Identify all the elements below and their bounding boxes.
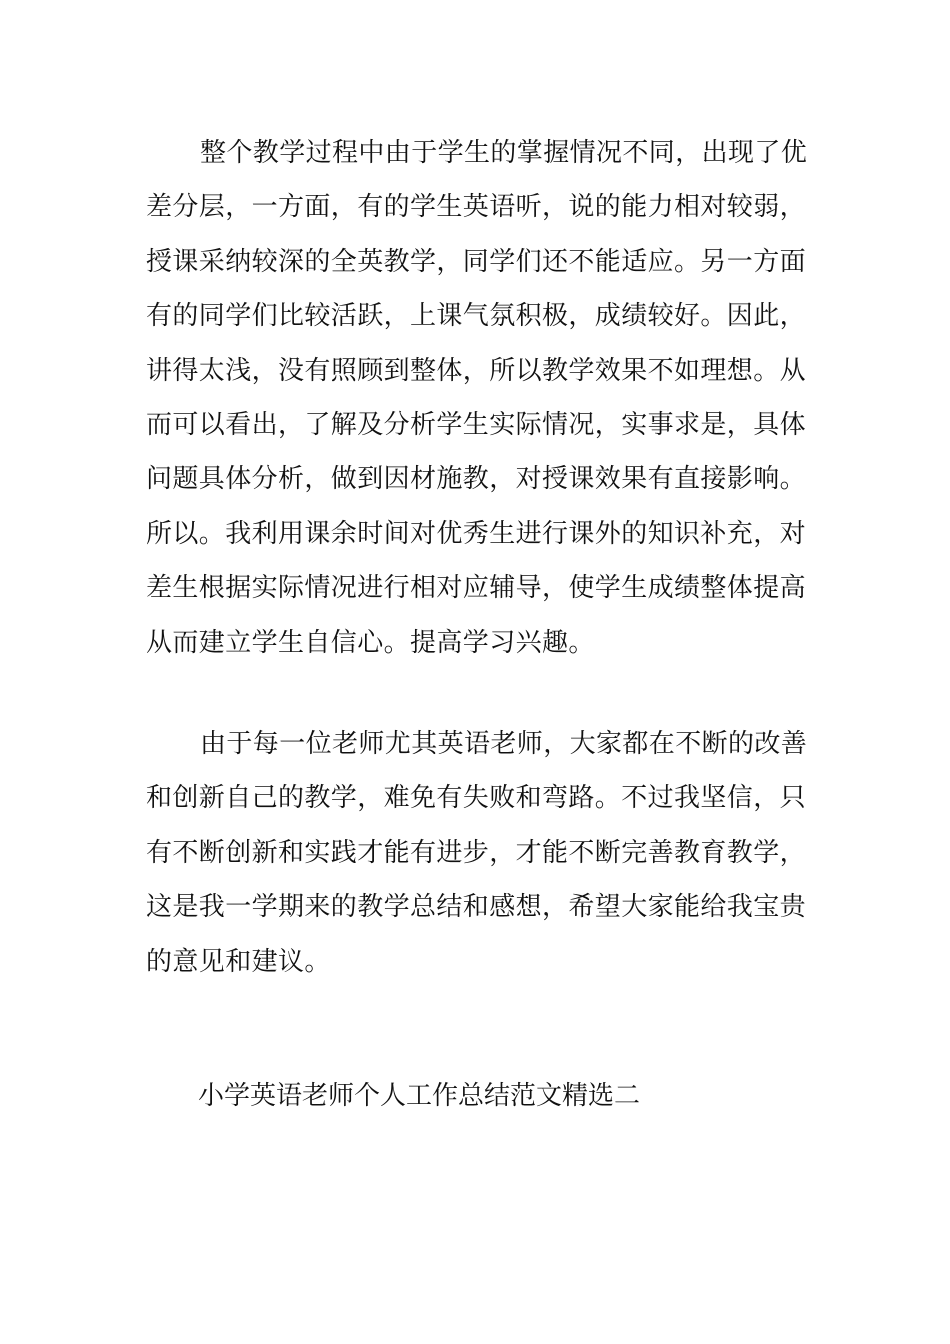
paragraph-line: 而可以看出，了解及分析学生实际情况，实事求是，具体 [146,409,807,440]
paragraph-line: 有的同学们比较活跃，上课气氛积极，成绩较好。因此， [146,301,807,332]
section-heading: 小学英语老师个人工作总结范文精选二 [198,1081,641,1111]
paragraph-line: 从而建立学生自信心。提高学习兴趣。 [146,627,595,658]
paragraph-line: 问题具体分析，做到因材施教，对授课效果有直接影响。 [146,464,807,495]
paragraph-line: 讲得太浅，没有照顾到整体，所以教学效果不如理想。从 [146,355,807,386]
paragraph-line: 所以。我利用课余时间对优秀生进行课外的知识补充，对 [146,518,807,549]
paragraph-line: 差分层，一方面，有的学生英语听，说的能力相对较弱， [146,192,807,223]
body-paragraph [146,717,812,989]
paragraph-line: 的意见和建议。 [146,946,331,977]
paragraph-line: 有不断创新和实践才能有进步，才能不断完善教育教学， [146,837,807,868]
paragraph-line: 和创新自己的教学，难免有失败和弯路。不过我坚信，只 [146,783,807,814]
paragraph-line: 这是我一学期来的教学总结和感想，希望大家能给我宝贵 [146,892,807,923]
paragraph-line: 整个教学过程中由于学生的掌握情况不同，出现了优 [200,138,808,168]
body-paragraph [146,126,812,670]
paragraph-line: 差生根据实际情况进行相对应辅导，使学生成绩整体提高 [146,573,807,604]
paragraph-line: 授课采纳较深的全英教学，同学们还不能适应。另一方面 [146,246,807,277]
paragraph-line: 由于每一位老师尤其英语老师，大家都在不断的改善 [200,729,808,759]
